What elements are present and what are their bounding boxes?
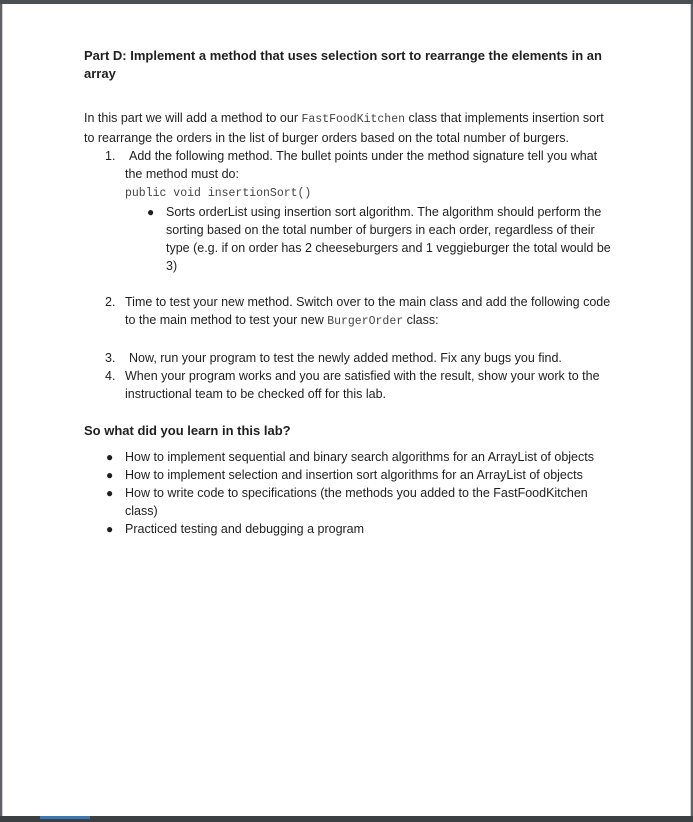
step-1 — [84, 147, 612, 183]
learn-item-text: How to write code to specifications (the methods you added to the FastFoodKitchen class) — [125, 486, 588, 518]
part-d-heading: Part D: Implement a method that uses selection sort to rearrange the elements in an array — [84, 48, 602, 81]
step-2 — [84, 293, 612, 331]
learn-list — [84, 448, 612, 538]
method-requirement-text: Sorts orderList using insertion sort algorithm. The algorithm should perform the sorting based on the total number of burgers in each order, regardless of their type (e.g. if on order has 2 cheeseburgers and 1 veggieburger the total would be 3) — [166, 205, 611, 273]
bullet-icon: ● — [106, 486, 114, 500]
method-requirement-bullet — [84, 203, 612, 275]
step-text-before: Time to test your new method. Switch over to the main class and add the following code to the main method to test your new — [125, 295, 611, 327]
learn-heading: So what did you learn in this lab? — [84, 423, 291, 438]
learn-item — [84, 484, 612, 520]
bullet-icon: ● — [106, 468, 114, 482]
bullet-icon: ● — [147, 205, 155, 219]
learn-item — [84, 466, 612, 484]
learn-item-text: Practiced testing and debugging a program — [125, 522, 365, 536]
learn-item-text: How to implement selection and insertion sort algorithms for an ArrayList of objects — [125, 468, 583, 482]
step-text-after: class: — [403, 313, 439, 327]
page-content — [84, 47, 612, 538]
step-3 — [84, 349, 612, 367]
step-text: When your program works and you are satisfied with the result, show your work to the instructional team to be checked off for this lab. — [125, 369, 600, 401]
step-4 — [84, 367, 612, 403]
step-number: 4. — [105, 369, 116, 383]
step-number: 3. — [105, 351, 116, 365]
bullet-icon: ● — [106, 522, 114, 536]
step-number: 2. — [105, 295, 116, 309]
intro-class-name: FastFoodKitchen — [301, 113, 406, 126]
step-number: 1. — [105, 149, 116, 163]
step-class-name: BurgerOrder — [327, 315, 404, 328]
step-text: Now, run your program to test the newly added method. Fix any bugs you find. — [129, 351, 562, 365]
viewer-bottom-bar — [0, 816, 693, 822]
learn-item-text: How to implement sequential and binary search algorithms for an ArrayList of objects — [125, 450, 594, 464]
bullet-icon: ● — [106, 450, 114, 464]
method-signature-line — [84, 183, 612, 203]
intro-text-after: class that implements insertion sort to rearrange the orders in the list of burger orders based on the total number of burgers. — [84, 111, 604, 145]
page-indicator — [40, 816, 90, 819]
learn-item — [84, 520, 612, 538]
part-d-intro — [84, 109, 612, 147]
document-page — [2, 4, 691, 816]
method-signature: public void insertionSort() — [125, 187, 312, 200]
step-text: Add the following method. The bullet points under the method signature tell you what the method must do: — [125, 149, 598, 181]
learn-item — [84, 448, 612, 466]
intro-text-before: In this part we will add a method to our — [84, 111, 302, 125]
